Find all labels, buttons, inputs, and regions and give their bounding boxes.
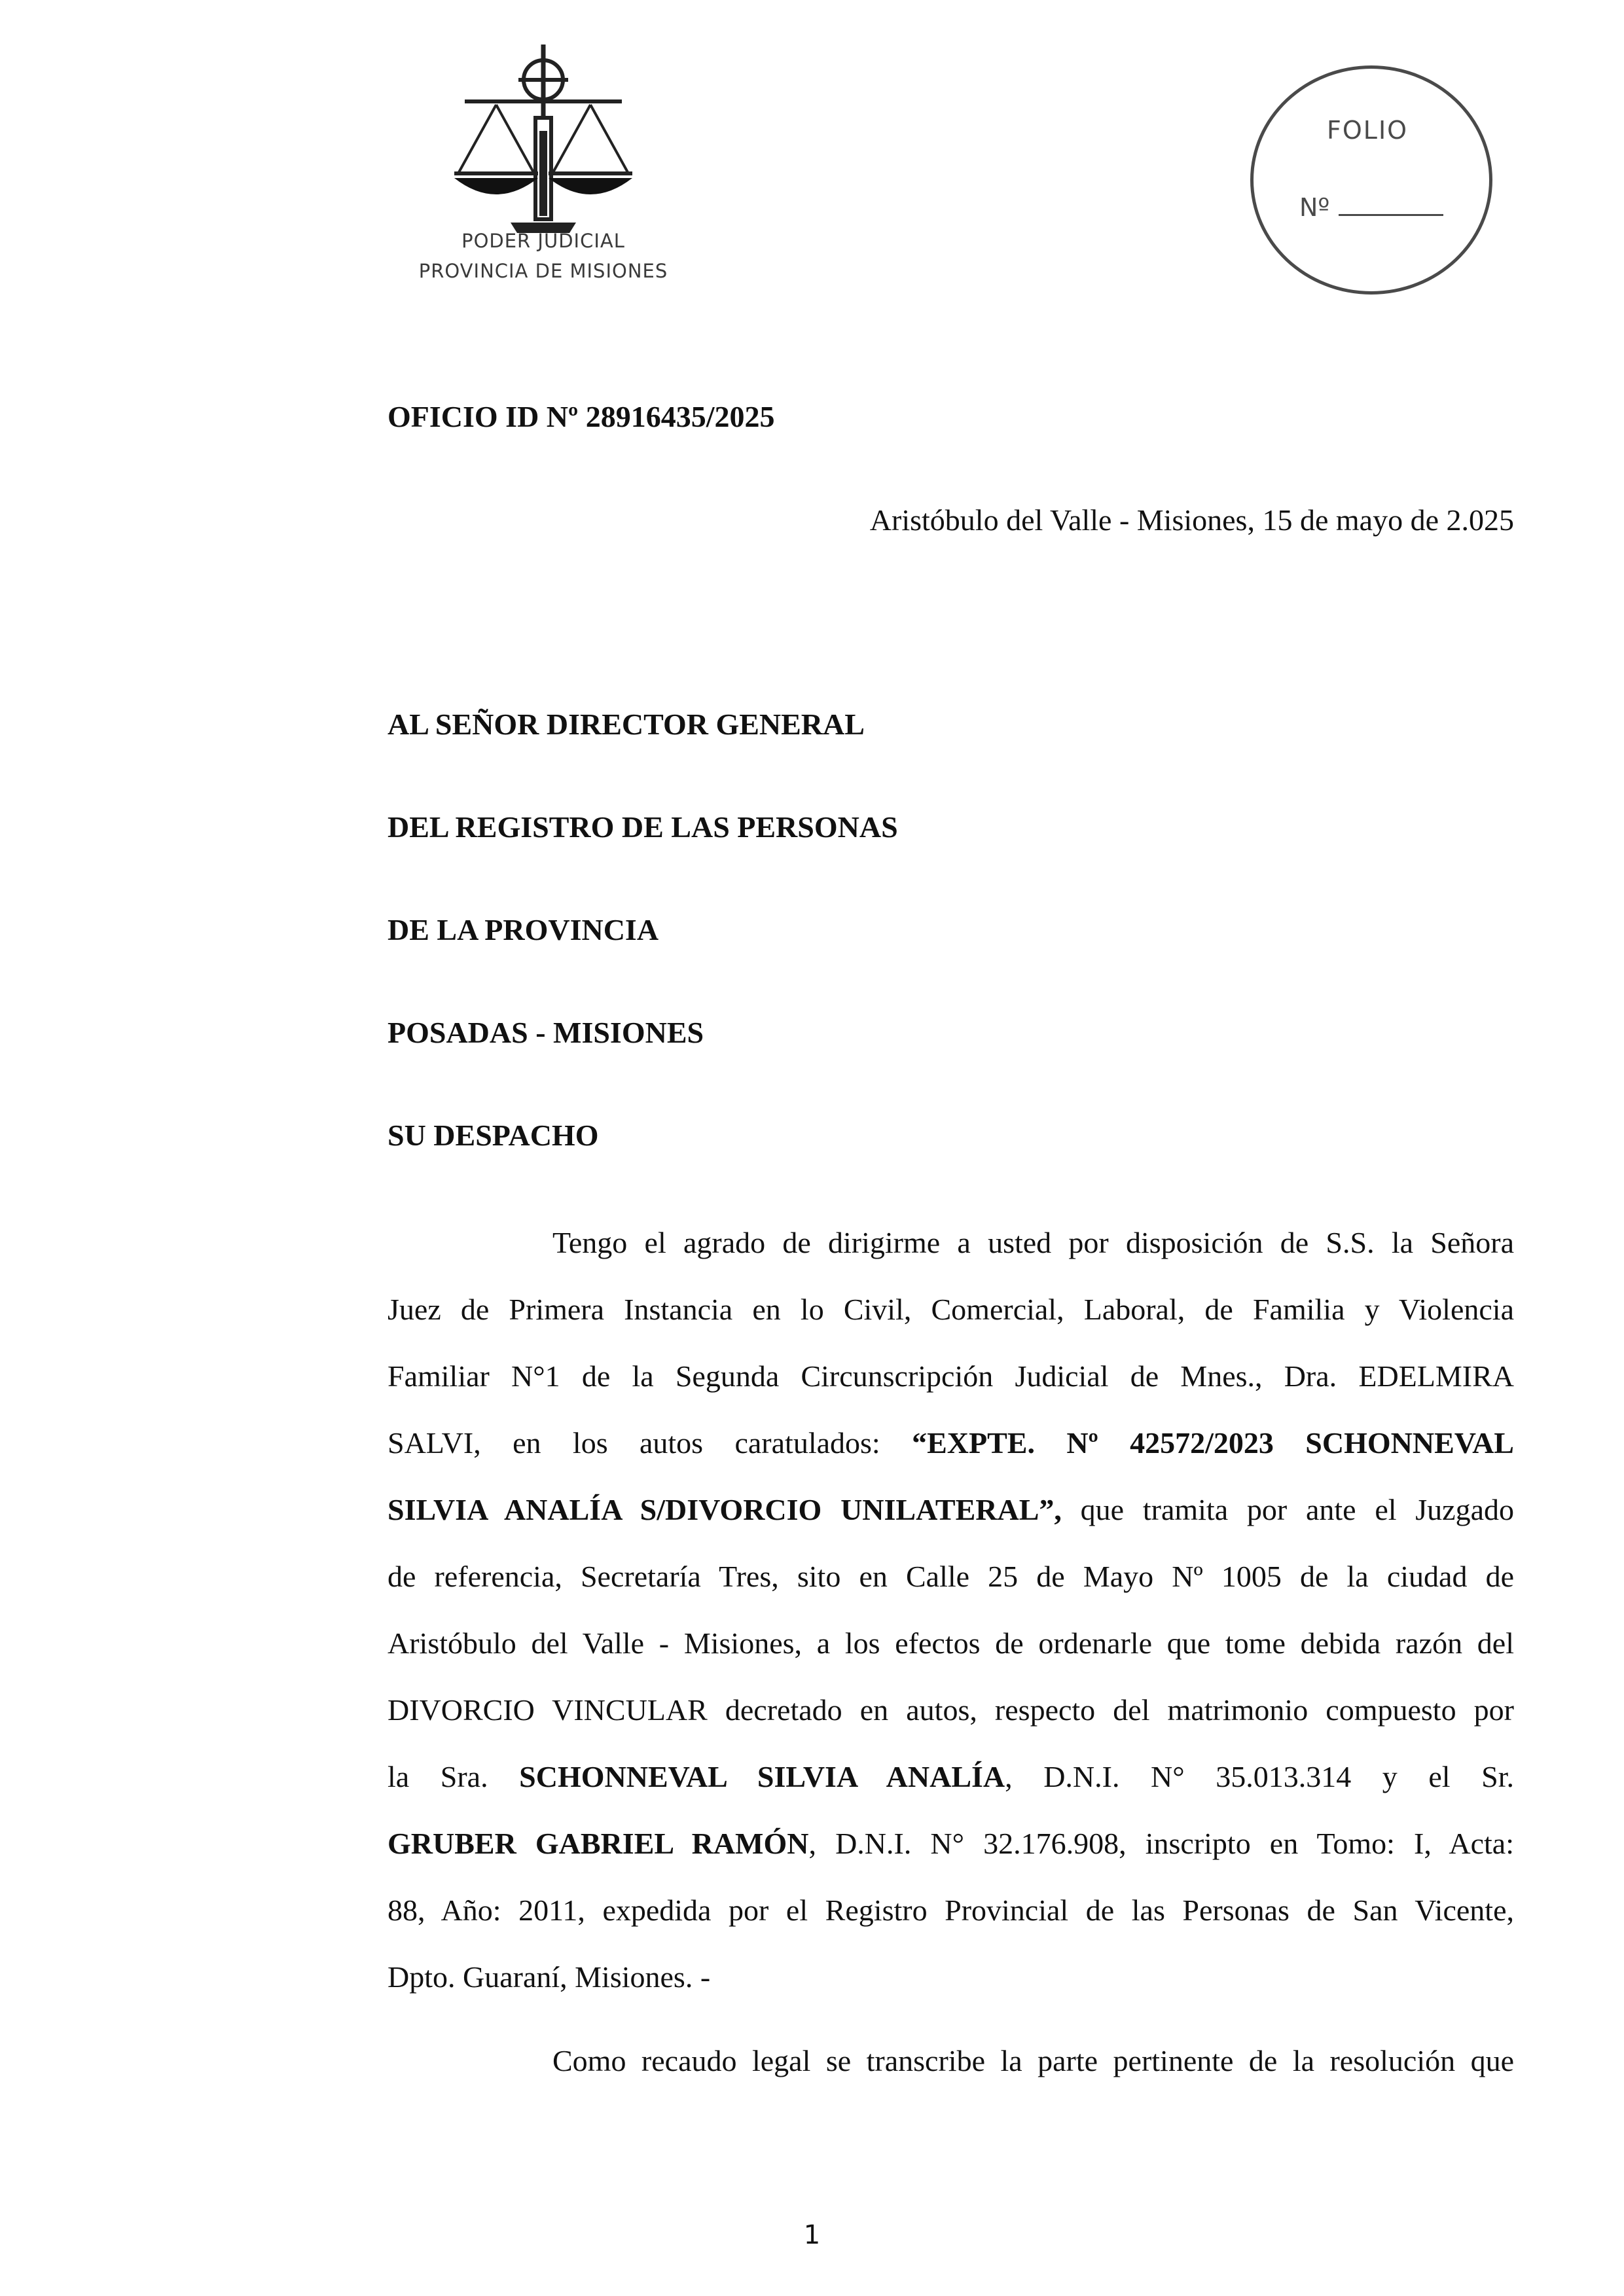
body-line: Juez de Primera Instancia en lo Civil, Comercial, Laboral, de Familia y Violencia xyxy=(388,1293,1514,1326)
scales-of-justice-icon xyxy=(445,39,641,242)
body-line: Aristóbulo del Valle - Misiones, a los efectos de ordenarle que tome debida razón del xyxy=(388,1626,1514,1660)
addressee-line: DE LA PROVINCIA xyxy=(388,913,659,946)
folio-stamp xyxy=(1250,65,1492,295)
folio-label: FOLIO xyxy=(1327,116,1409,145)
body-text: que tramita por ante el Juzgado xyxy=(1080,1493,1514,1526)
addressee-block xyxy=(388,707,898,1221)
case-title: “EXPTE. Nº 42572/2023 SCHONNEVAL xyxy=(912,1426,1514,1460)
body-text: , D.N.I. N° 35.013.314 y el Sr. xyxy=(1005,1760,1514,1793)
addressee-line: POSADAS - MISIONES xyxy=(388,1016,704,1049)
case-title: SILVIA ANALÍA S/DIVORCIO UNILATERAL”, xyxy=(388,1493,1062,1526)
body-line: 88, Año: 2011, expedida por el Registro Provincial de las Personas de San Vicente, xyxy=(388,1893,1514,1927)
body-line: Familiar N°1 de la Segunda Circunscripción Judicial de Mnes., Dra. EDELMIRA xyxy=(388,1359,1514,1393)
body-text: la Sra. xyxy=(388,1760,488,1793)
body-line xyxy=(388,1810,1514,1877)
party-name: GRUBER GABRIEL RAMÓN xyxy=(388,1827,809,1860)
body-text: SALVI, en los autos caratulados: xyxy=(388,1426,880,1460)
folio-number-label: Nº xyxy=(1299,193,1330,222)
addressee-line: SU DESPACHO xyxy=(388,1119,599,1152)
page-number: 1 xyxy=(803,2220,821,2250)
folio-number-blank xyxy=(1339,196,1443,216)
body-line: Tengo el agrado de dirigirme a usted por disposición de S.S. la Señora xyxy=(552,1226,1514,1259)
party-name: SCHONNEVAL SILVIA ANALÍA xyxy=(519,1760,1005,1793)
addressee-line: AL SEÑOR DIRECTOR GENERAL xyxy=(388,708,865,741)
seal-line-2: PROVINCIA DE MISIONES xyxy=(418,260,668,282)
body-line xyxy=(388,1410,1514,1477)
body-line: de referencia, Secretaría Tres, sito en Calle 25 de Mayo Nº 1005 de la ciudad de xyxy=(388,1560,1514,1593)
place-date: Aristóbulo del Valle - Misiones, 15 de mayo de 2.025 xyxy=(869,503,1514,537)
judicial-seal xyxy=(406,39,694,301)
second-paragraph xyxy=(388,2028,1514,2094)
addressee-line: DEL REGISTRO DE LAS PERSONAS xyxy=(388,810,898,844)
body-line: Dpto. Guaraní, Misiones. - xyxy=(388,1960,711,1994)
body-paragraph xyxy=(388,1210,1514,2011)
body-line: Como recaudo legal se transcribe la parte pertinente de la resolución que xyxy=(552,2044,1514,2077)
oficio-id-heading: OFICIO ID Nº 28916435/2025 xyxy=(388,400,775,433)
body-line xyxy=(388,1477,1514,1543)
body-line: DIVORCIO VINCULAR decretado en autos, respecto del matrimonio compuesto por xyxy=(388,1693,1514,1727)
seal-line-1: PODER JUDICIAL xyxy=(461,230,625,252)
body-line xyxy=(388,1744,1514,1810)
folio-number-field xyxy=(1299,193,1443,222)
body-text: , D.N.I. N° 32.176.908, inscripto en Tomo: I, Acta: xyxy=(808,1827,1514,1860)
